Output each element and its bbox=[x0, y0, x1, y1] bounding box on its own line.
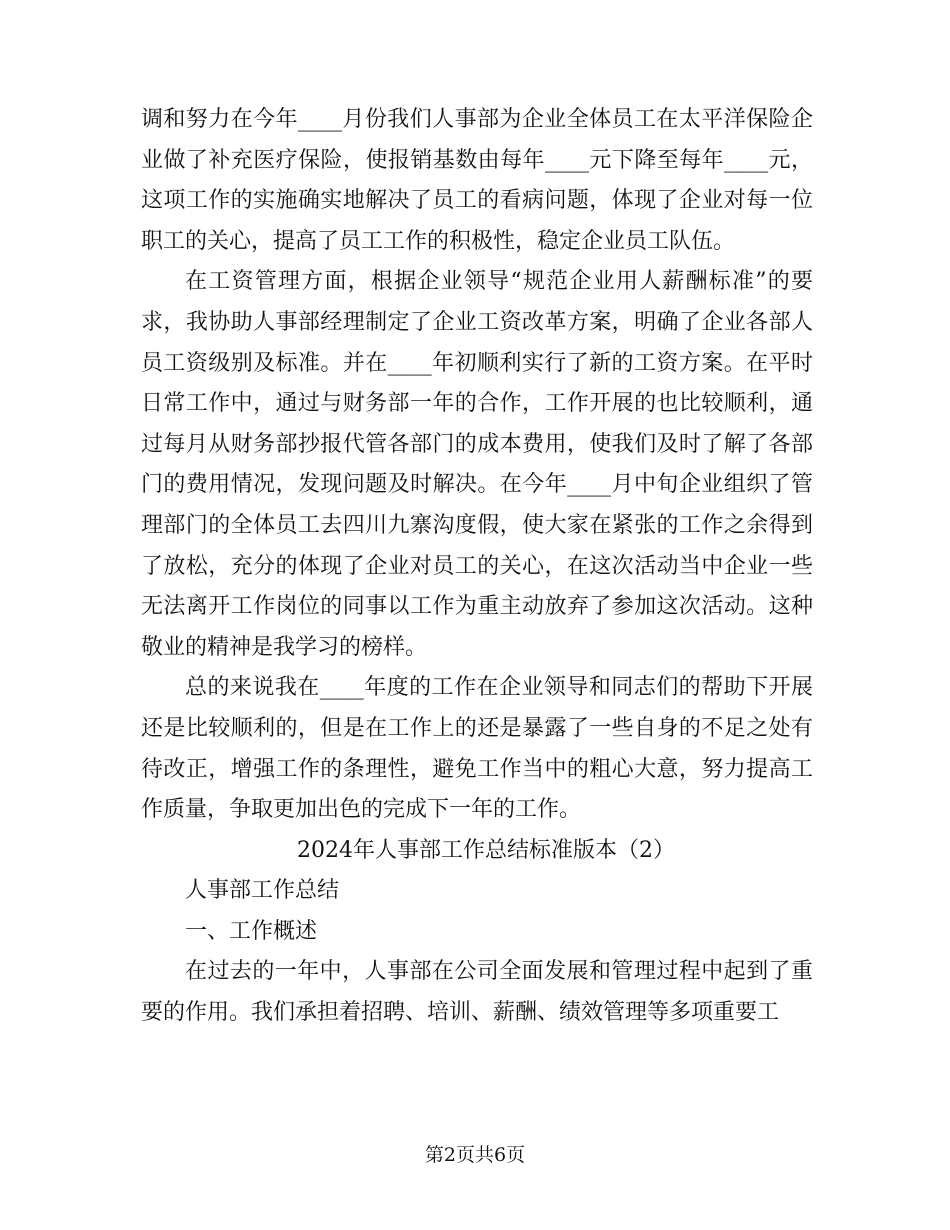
subtitle: 人事部工作总结 bbox=[185, 878, 340, 904]
outline-heading: 一、工作概述 bbox=[185, 918, 318, 944]
paragraph-insurance: 调和努力在今年____月份我们人事部为企业全体员工在太平洋保险企业做了补充医疗保险，使报销基数由每年____元下降至每年____元，这项工作的实施确实地解决了员工的看病问题，体现了企业对每一位职工的关心，提高了员工工作的积极性，稳定企业员工队伍。 bbox=[141, 107, 813, 254]
document-body bbox=[141, 100, 813, 1034]
page-number-footer: 第2页共6页 bbox=[424, 1144, 526, 1166]
section-heading: 2024年人事部工作总结标准版本（2） bbox=[297, 837, 675, 863]
paragraph-summary: 总的来说我在____年度的工作在企业领导和同志们的帮助下开展还是比较顺利的，但是在工作上的还是暴露了一些自身的不足之处有待改正，增强工作的条理性，避免工作当中的粗心大意，努力提高工作质量，争取更加出色的完成下一年的工作。 bbox=[141, 675, 813, 823]
paragraph-salary-management: 在工资管理方面，根据企业领导“规范企业用人薪酬标准”的要求，我协助人事部经理制定了企业工资改革方案，明确了企业各部人员工资级别及标准。并在____年初顺利实行了新的工资方案。在平时日常工作中，通过与财务部一年的合作，工作开展的也比较顺利，通过每月从财务部抄报代管各部门的成本费用，使我们及时了解了各部门的费用情况，发现问题及时解决。在今年____月中旬企业组织了管理部门的全体员工去四川九寨沟度假，使大家在紧张的工作之余得到了放松，充分的体现了企业对员工的关心，在这次活动当中企业一些无法离开工作岗位的同事以工作为重主动放弃了参加这次活动。这种敬业的精神是我学习的榜样。 bbox=[141, 269, 813, 660]
paragraph-overview: 在过去的一年中，人事部在公司全面发展和管理过程中起到了重要的作用。我们承担着招聘、培训、薪酬、绩效管理等多项重要工 bbox=[141, 959, 813, 1026]
